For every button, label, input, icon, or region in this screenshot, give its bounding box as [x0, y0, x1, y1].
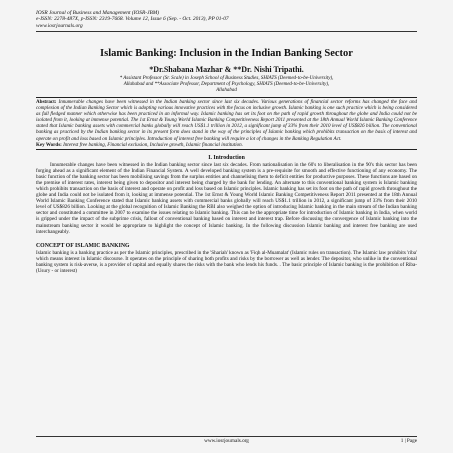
header-rule	[36, 31, 417, 32]
journal-issn: e-ISSN: 2278-487X, p-ISSN: 2319-7668. Volume 12, Issue 6 (Sep. - Oct. 2013), PP 01-07	[36, 16, 229, 23]
abstract-label: Abstract:	[36, 99, 57, 106]
concept-paragraph: Islamic banking is a banking practice as per the Islamic principles, prescribed in the 'Shariah' known as 'Fiqh al-Muamalat' (Islamic rules on transaction). The Islamic law prohibits 'riba' which means interest in Islamic discourse. It operates on the principle of sharing both profits and risks by the borrower as well as lender. The depositor, who unlike in the conventional banking system is risk-averse, is a provider of capital and equally shares the risks with the bank who lends his funds. . The basic principle of Islamic banking is the prohibition of Riba- (Usury - or interest)	[36, 249, 417, 274]
keywords	[36, 142, 417, 148]
keywords-label: Key Words:	[36, 141, 62, 148]
keywords-text: Interest free banking, Financial exclusion, Inclusive growth, Islamic financial institution.	[61, 141, 243, 148]
paper-title: Islamic Banking: Inclusion in the Indian Banking Sector	[100, 48, 353, 60]
footer-url: www.iosrjournals.org	[204, 438, 249, 444]
abstract	[36, 99, 417, 141]
abstract-box	[36, 97, 417, 149]
journal-site: www.iosrjournals.org	[36, 22, 83, 29]
affiliation-line-3: Allahabad	[216, 88, 237, 94]
journal-header	[36, 10, 417, 29]
affiliation-line-2: Allahabad and **Associate Professor, Department of Psychology, SHIATS (Deemed-to-be-University),	[123, 82, 330, 88]
journal-name: IOSR Journal of Business and Management (IOSR-JBM)	[36, 10, 160, 16]
page-footer	[36, 436, 417, 444]
section-heading-concept: CONCEPT OF ISLAMIC BANKING	[36, 242, 130, 249]
page-number: 1 | Page	[400, 438, 417, 444]
affiliation-line-1: * Assistant Professor (Sr. Scale) in Joseph School of Business Studies, SHIATS (Deemed-to-be-University),	[119, 76, 334, 82]
introduction-paragraph: Innumerable changes have been witnessed in the Indian banking sector since last six decades. From nationalisation in the 60's to liberalisation in the 90's this sector has been forging ahead as a significant element of the Indian Financial System. A well developed banking system is a pre-requisite for smooth and effective functioning of any economy. The basic function of the banking sector has been mobilising savings from the surplus entities and channelising them to deficit entities for productive purposes. These functions are based on the premise of interest rates, interest being given to depositor and interest being charged by the bank for lending. An alternate to this conventional banking system is Islamic banking which prohibits transaction on the basis of interest and operate on profit and loss based on Islamic principles. Islamic banking has set its foot on the path of rapid growth throughout the globe and India could not be isolated from it, looking at immense potential. The 1st Ernst & Young World Islamic Banking Competitiveness Report 2011 presented at the 18th Annual World Islamic Banking Conference stated that Islamic banking assets with commercial banks globally will reach US$1.1 trillion in 2012, a significant jump of 33% from their 2010 level of US$826 billion. Looking at the global recognition of Islamic Banking the RBI also weighed the option of introducing Islamic banking in the main stream of the Indian banking sector and constituted a committee in 2007 to examine the issues relating to Islamic banking. This can be the appropriate time for introduction of Islamic banking in India, when world is gripped under the impact of the subprime crisis, fallout of conventional banking based on interest and interest trap. Before discussing the convergence of Islamic banking into the mainstream banking sector it would be appropriate to highlight the concept of Islamic banking. In the following discussion Islamic banking and interest free banking are used interchangeably.	[36, 161, 417, 235]
section-heading-introduction: I. Introduction	[208, 154, 245, 161]
author-affiliation	[36, 76, 417, 94]
abstract-text: Innumerable changes have been witnessed in the Indian banking sector since last six decades. Various generations of financial sector reforms has changed the face and complexion of the Indian Banking Sector which is adopting various innovative practices with the focus on inclusive growth. Islamic banking is one such practice which is being considered as full fledged manner which otherwise has been practiced in an informal way. Islamic banking has set its foot on the path of rapid growth throughout the globe and India could not be isolated from it, looking at immense potential. The 1st Ernst & Young World Islamic Banking Competitiveness Report 2011 presented at the 18th Annual World Islamic Banking Conference stated that Islamic banking assets with commercial banks globally will reach US$1.1 trillion in 2012, a significant jump of 33% from their 2010 level of US$826 billion. The conventional banking as practiced by the Indian banking sector in its present form does stand in the way of the principles of Islamic banking which prohibits transaction on the basis of interest and operate on profit and loss based on Islamic principles. Introduction of interest free banking will require a lot of changes in the Banking Regulation Act.	[36, 99, 417, 142]
paper-authors: *Dr.Shabana Mazhar & **Dr. Nishi Tripathi.	[149, 65, 304, 75]
